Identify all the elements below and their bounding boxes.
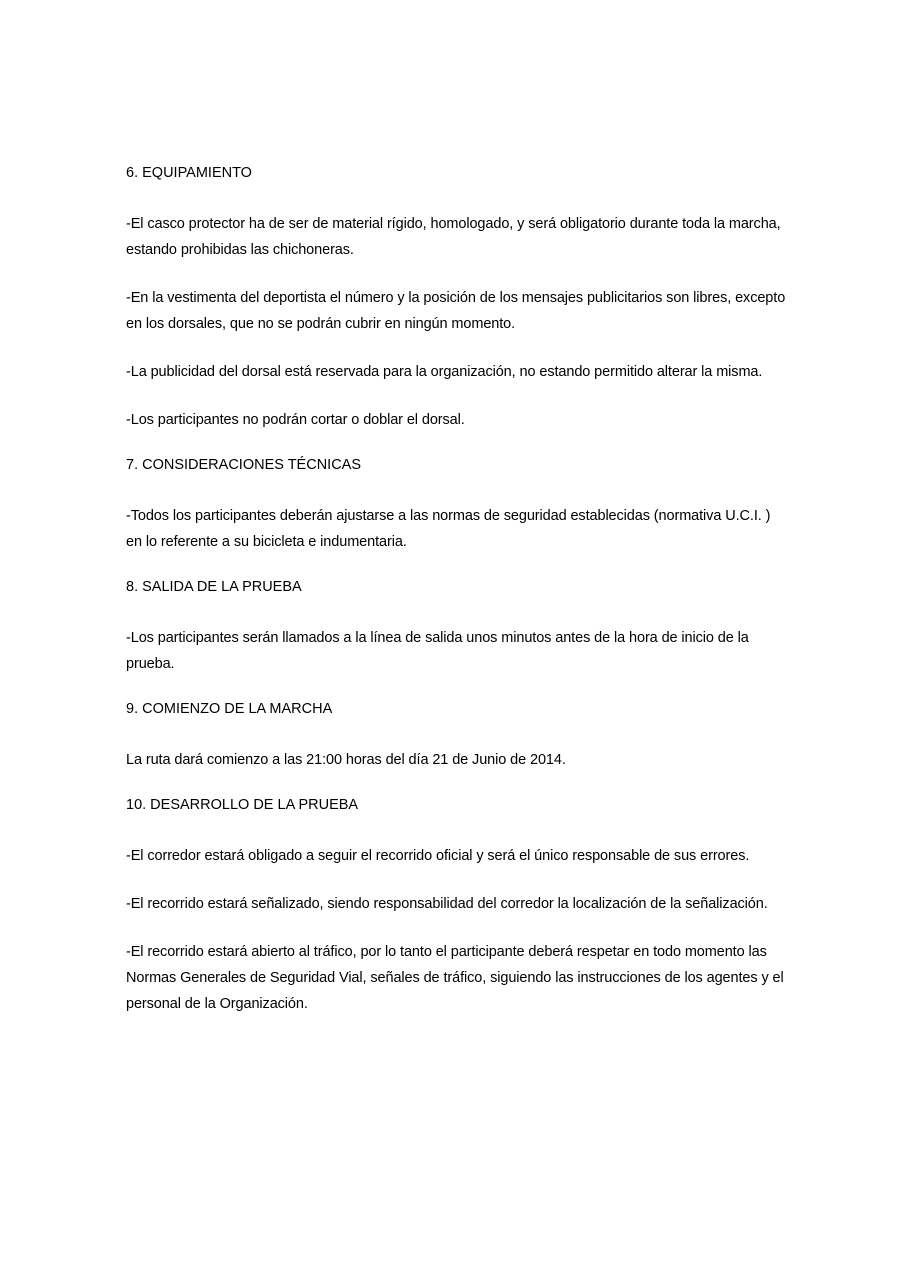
section-desarrollo-de-la-prueba [126, 795, 786, 1017]
paragraph: -En la vestimenta del deportista el número y la posición de los mensajes publicitarios son libres, excepto en los dorsales, que no se podrán cubrir en ningún momento. [126, 290, 786, 332]
paragraph: -Los participantes serán llamados a la línea de salida unos minutos antes de la hora de inicio de la prueba. [126, 630, 749, 672]
section-consideraciones-tecnicas [126, 455, 786, 555]
paragraph: -El recorrido estará señalizado, siendo responsabilidad del corredor la localización de la señalización. [126, 896, 768, 912]
section-heading: 10. DESARROLLO DE LA PRUEBA [126, 797, 359, 813]
section-heading: 8. SALIDA DE LA PRUEBA [126, 579, 302, 595]
paragraph: -La publicidad del dorsal está reservada para la organización, no estando permitido alterar la misma. [126, 364, 763, 380]
section-equipamiento [126, 163, 786, 433]
paragraph: La ruta dará comienzo a las 21:00 horas del día 21 de Junio de 2014. [126, 752, 566, 768]
paragraph: -El casco protector ha de ser de material rígido, homologado, y será obligatorio durante toda la marcha, estando prohibidas las chichoneras. [126, 216, 781, 258]
section-heading: 7. CONSIDERACIONES TÉCNICAS [126, 457, 362, 473]
section-salida-de-la-prueba [126, 577, 786, 677]
document-page [126, 163, 786, 1039]
paragraph: -Los participantes no podrán cortar o doblar el dorsal. [126, 412, 465, 428]
paragraph: -El corredor estará obligado a seguir el recorrido oficial y será el único responsable de sus errores. [126, 848, 750, 864]
section-comienzo-de-la-marcha [126, 699, 786, 773]
paragraph: -Todos los participantes deberán ajustarse a las normas de seguridad establecidas (normativa U.C.I. ) en lo referente a su bicicleta e indumentaria. [126, 508, 771, 550]
section-heading: 9. COMIENZO DE LA MARCHA [126, 701, 333, 717]
section-heading: 6. EQUIPAMIENTO [126, 165, 252, 181]
paragraph: -El recorrido estará abierto al tráfico, por lo tanto el participante deberá respetar en todo momento las Normas Generales de Seguridad Vial, señales de tráfico, siguiendo las instrucciones de los agentes y el personal de la Organización. [126, 944, 784, 1012]
